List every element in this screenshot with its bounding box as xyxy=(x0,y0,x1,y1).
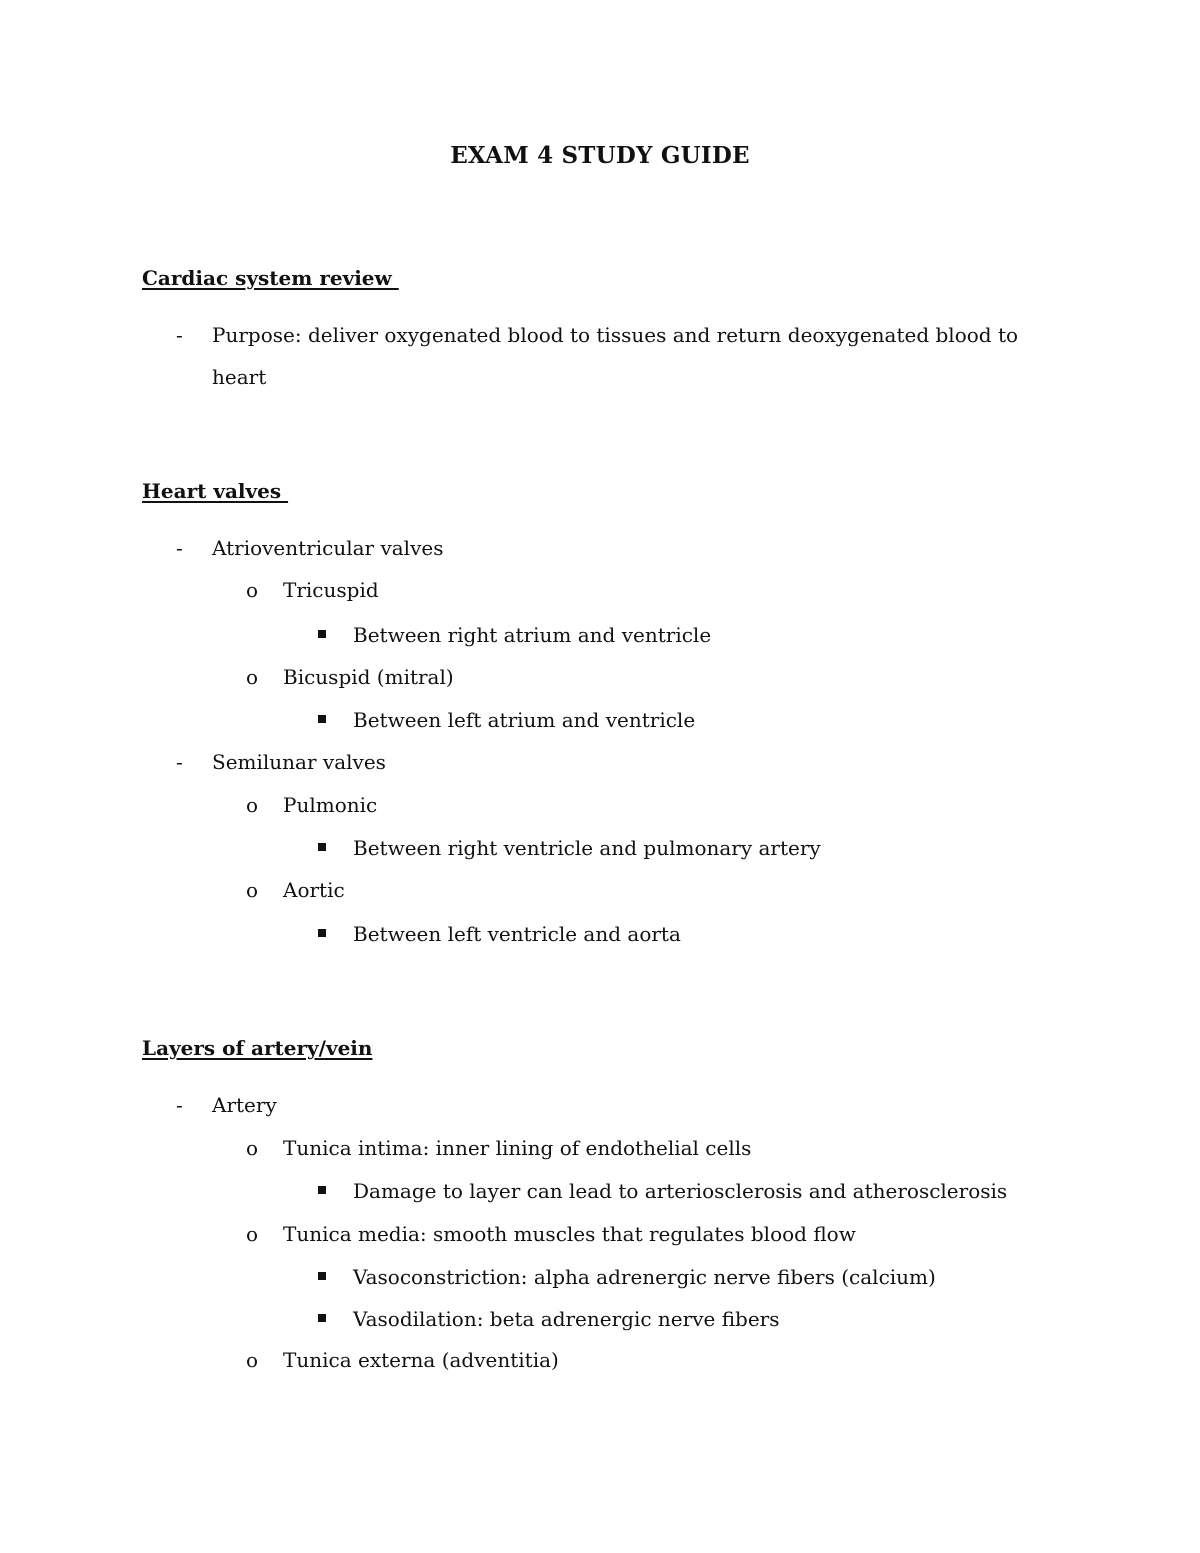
dash-bullet: - xyxy=(176,750,183,774)
dash-bullet: - xyxy=(176,536,183,560)
circle-bullet: o xyxy=(246,665,259,689)
list-item: Vasodilation: beta adrenergic nerve fibers xyxy=(353,1307,780,1331)
square-bullet-icon xyxy=(318,715,326,723)
section-heading-heart-valves: Heart valves xyxy=(142,479,289,503)
page-title: EXAM 4 STUDY GUIDE xyxy=(450,142,750,169)
square-bullet-icon xyxy=(318,1272,326,1280)
list-item: Atrioventricular valves xyxy=(212,536,444,560)
list-item: Purpose: deliver oxygenated blood to tissues and return deoxygenated blood to xyxy=(212,323,1019,347)
list-item: Damage to layer can lead to arteriosclerosis and atherosclerosis xyxy=(353,1179,1008,1203)
list-item: Aortic xyxy=(283,878,345,902)
list-item: Between left atrium and ventricle xyxy=(353,708,696,732)
list-item: Between right atrium and ventricle xyxy=(353,623,712,647)
circle-bullet: o xyxy=(246,1222,259,1246)
section-heading-layers-of-artery-vein: Layers of artery/vein xyxy=(142,1036,373,1060)
list-item: Semilunar valves xyxy=(212,750,386,774)
list-item-continuation: heart xyxy=(212,365,267,389)
list-item: Tunica media: smooth muscles that regulates blood flow xyxy=(283,1222,856,1246)
square-bullet-icon xyxy=(318,1186,326,1194)
list-item: Bicuspid (mitral) xyxy=(283,665,454,689)
list-item: Between right ventricle and pulmonary artery xyxy=(353,836,821,860)
circle-bullet: o xyxy=(246,578,259,602)
circle-bullet: o xyxy=(246,1136,259,1160)
square-bullet-icon xyxy=(318,1314,326,1322)
list-item: Tunica intima: inner lining of endothelial cells xyxy=(283,1136,752,1160)
list-item: Vasoconstriction: alpha adrenergic nerve fibers (calcium) xyxy=(353,1265,936,1289)
square-bullet-icon xyxy=(318,929,326,937)
circle-bullet: o xyxy=(246,1348,259,1372)
dash-bullet: - xyxy=(176,1093,183,1117)
square-bullet-icon xyxy=(318,843,326,851)
list-item: Artery xyxy=(212,1093,277,1117)
list-item: Between left ventricle and aorta xyxy=(353,922,681,946)
section-heading-cardiac-system-review: Cardiac system review xyxy=(142,266,399,290)
list-item: Tunica externa (adventitia) xyxy=(283,1348,559,1372)
list-item: Pulmonic xyxy=(283,793,378,817)
dash-bullet: - xyxy=(176,323,183,347)
square-bullet-icon xyxy=(318,630,326,638)
list-item: Tricuspid xyxy=(283,578,379,602)
circle-bullet: o xyxy=(246,793,259,817)
circle-bullet: o xyxy=(246,878,259,902)
